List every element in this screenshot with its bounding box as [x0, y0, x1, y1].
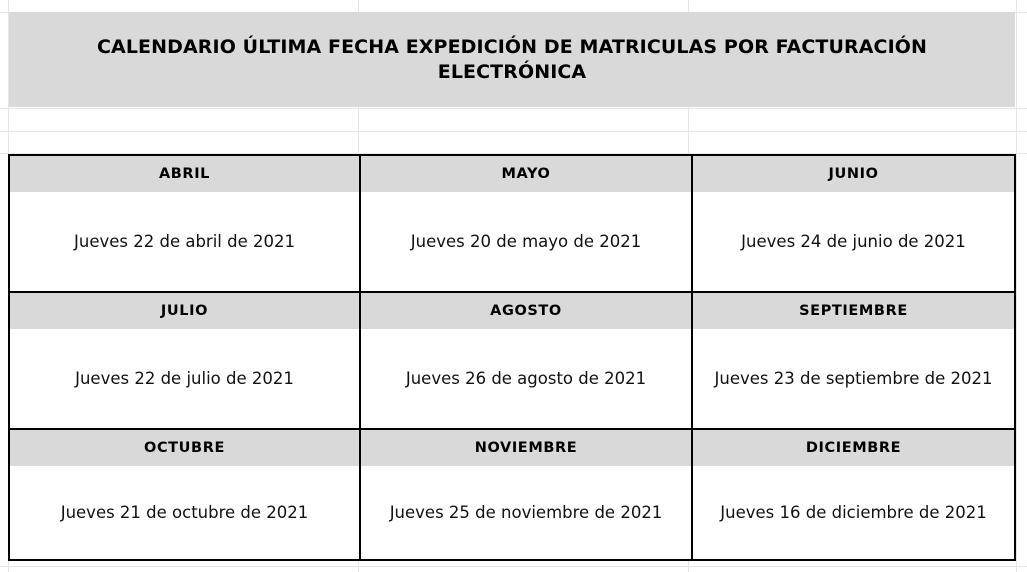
month-header: DICIEMBRE — [693, 430, 1014, 466]
title-band — [9, 12, 1015, 107]
deadline-date: Jueves 22 de julio de 2021 — [75, 369, 294, 388]
calendar-table — [8, 154, 1016, 561]
month-header: SEPTIEMBRE — [693, 293, 1014, 329]
month-header: NOVIEMBRE — [361, 430, 691, 466]
deadline-date: Jueves 21 de octubre de 2021 — [60, 503, 309, 522]
deadline-date: Jueves 22 de abril de 2021 — [74, 232, 295, 251]
month-cell[interactable] — [361, 156, 691, 291]
month-cell[interactable] — [10, 293, 359, 428]
month-header: JULIO — [10, 293, 359, 329]
month-cell[interactable] — [693, 430, 1014, 559]
deadline-date: Jueves 16 de diciembre de 2021 — [720, 503, 987, 522]
deadline-date: Jueves 24 de junio de 2021 — [741, 232, 966, 251]
deadline-date: Jueves 26 de agosto de 2021 — [405, 369, 647, 388]
month-cell[interactable] — [361, 293, 691, 428]
month-header: OCTUBRE — [10, 430, 359, 466]
gridline — [0, 566, 1027, 567]
gridline — [0, 131, 1027, 132]
deadline-date: Jueves 23 de septiembre de 2021 — [714, 369, 993, 388]
month-cell[interactable] — [361, 430, 691, 559]
deadline-date: Jueves 25 de noviembre de 2021 — [389, 503, 663, 522]
gridline — [1016, 0, 1017, 572]
gridline — [0, 108, 1027, 109]
month-header: JUNIO — [693, 156, 1014, 192]
month-header: ABRIL — [10, 156, 359, 192]
month-cell[interactable] — [693, 293, 1014, 428]
deadline-date: Jueves 20 de mayo de 2021 — [410, 232, 642, 251]
month-header: MAYO — [361, 156, 691, 192]
month-cell[interactable] — [10, 156, 359, 291]
month-header: AGOSTO — [361, 293, 691, 329]
page-title: CALENDARIO ÚLTIMA FECHA EXPEDICIÓN DE MATRICULAS POR FACTURACIÓN ELECTRÓNICA — [96, 35, 927, 83]
month-cell[interactable] — [10, 430, 359, 559]
month-cell[interactable] — [693, 156, 1014, 291]
